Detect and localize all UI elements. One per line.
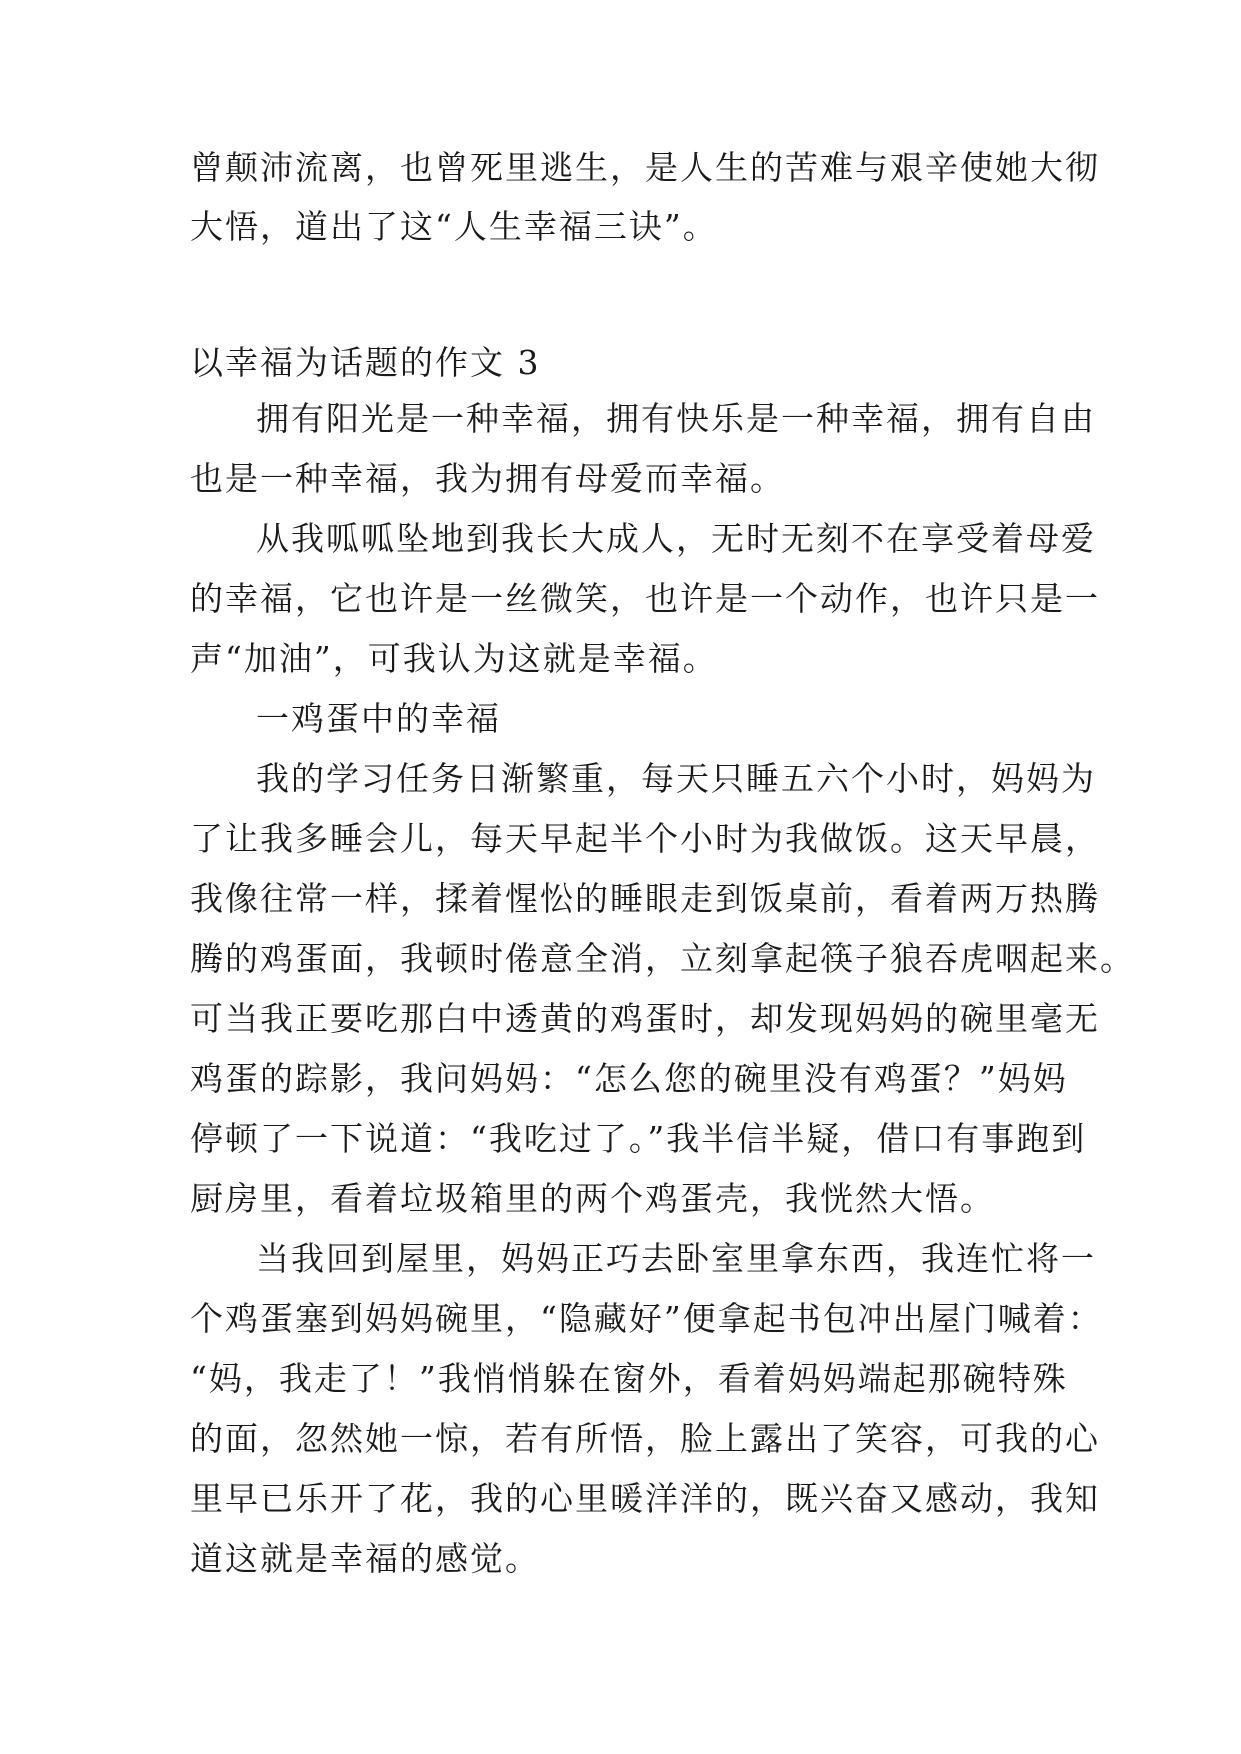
body-text-line: 里早已乐开了花，我的心里暖洋洋的，既兴奋又感动，我知: [190, 1479, 1100, 1518]
paragraph-first-line: 从我呱呱坠地到我长大成人，无时无刻不在享受着母爱: [256, 519, 1096, 558]
body-text-line: 腾的鸡蛋面，我顿时倦意全消，立刻拿起筷子狼吞虎咽起来。: [190, 939, 1135, 978]
body-text-line: 可当我正要吃那白中透黄的鸡蛋时，却发现妈妈的碗里毫无: [190, 999, 1100, 1038]
body-text-line: 的幸福，它也许是一丝微笑，也许是一个动作，也许只是一: [190, 579, 1100, 618]
body-text-line: 个鸡蛋塞到妈妈碗里，“隐藏好”便拿起书包冲出屋门喊着：: [190, 1299, 1103, 1338]
body-text-line: 大悟，道出了这“人生幸福三诀”。: [190, 207, 718, 246]
body-text-line: “妈，我走了！”我悄悄躲在窗外，看着妈妈端起那碗特殊: [190, 1359, 1068, 1398]
body-text-line: 停顿了一下说道：“我吃过了。”我半信半疑，借口有事跑到: [190, 1119, 1087, 1158]
body-text-line: 道这就是幸福的感觉。: [190, 1539, 540, 1578]
body-text-line: 的面，忽然她一惊，若有所悟，脸上露出了笑容，可我的心: [190, 1419, 1100, 1458]
paragraph-first-line: 当我回到屋里，妈妈正巧去卧室里拿东西，我连忙将一: [256, 1239, 1096, 1278]
subheading: 一鸡蛋中的幸福: [256, 699, 501, 738]
body-text-line: 厨房里，看着垃圾箱里的两个鸡蛋壳，我恍然大悟。: [190, 1179, 995, 1218]
body-text-line: 我像往常一样，揉着惺忪的睡眼走到饭桌前，看着两万热腾: [190, 879, 1100, 918]
body-text-line: 鸡蛋的踪影，我问妈妈：“怎么您的碗里没有鸡蛋？”妈妈: [190, 1059, 1068, 1098]
body-text-line: 了让我多睡会儿，每天早起半个小时为我做饭。这天早晨，: [190, 819, 1100, 858]
body-text-line: 声“加油”，可我认为这就是幸福。: [190, 639, 718, 678]
paragraph-first-line: 我的学习任务日渐繁重，每天只睡五六个小时，妈妈为: [256, 759, 1096, 798]
body-text-line: 曾颠沛流离，也曾死里逃生，是人生的苦难与艰辛使她大彻: [190, 148, 1100, 187]
paragraph-first-line: 拥有阳光是一种幸福，拥有快乐是一种幸福，拥有自由: [256, 399, 1096, 438]
body-text-line: 也是一种幸福，我为拥有母爱而幸福。: [190, 459, 785, 498]
section-heading: 以幸福为话题的作文 3: [190, 343, 541, 382]
